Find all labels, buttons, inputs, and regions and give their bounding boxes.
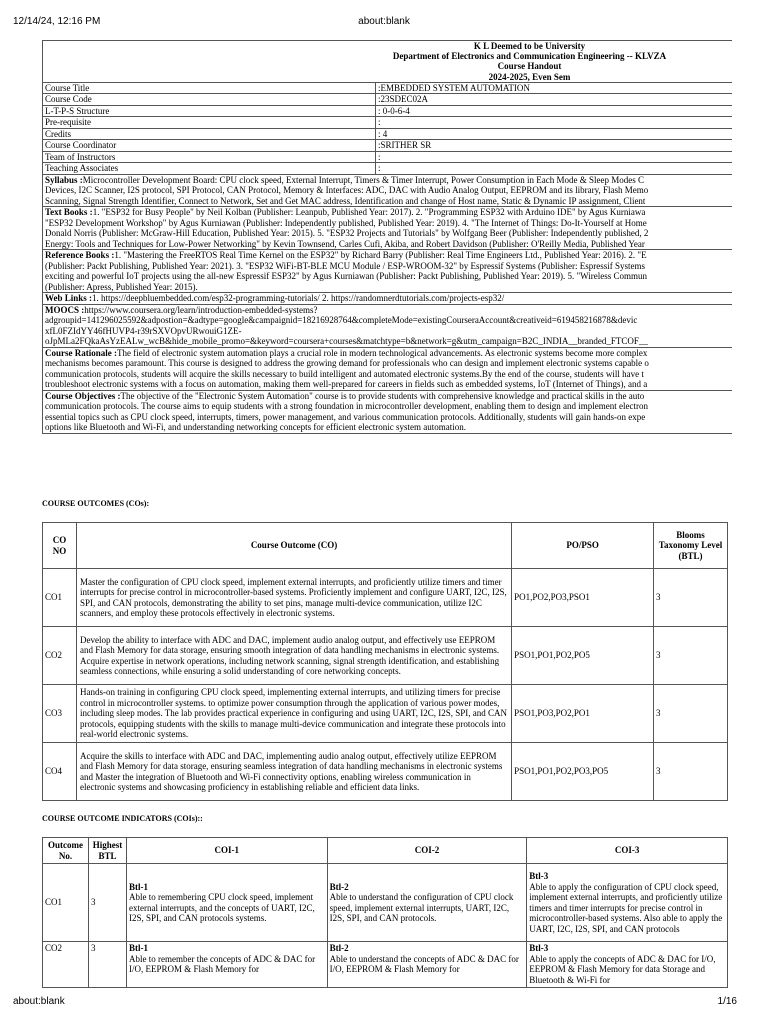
co-number: CO3: [43, 685, 77, 743]
coi-text: Able to apply the configuration of CPU clock speed, implement external interrupts, and proficiently utilize timers and timer interrupts for precise control in microcontroller-based systems. Also able to apply the UART, I2C, I2S, SPI, and CAN protocols: [529, 881, 723, 934]
reference-books-section: [43, 250, 733, 293]
university-name: K L Deemed to be University: [473, 41, 586, 51]
info-value: :: [376, 151, 733, 163]
co-btl: 3: [654, 627, 728, 685]
co-po-header: PO/PSO: [512, 523, 654, 569]
info-row-credits: [43, 128, 733, 140]
co-section-title: COURSE OUTCOMES (COs):: [42, 499, 150, 508]
info-value: :: [376, 117, 733, 129]
objectives-line: communication protocols. The course aims to equip students with a strong foundation in microcontroller development, enabling them to design and implement electron: [45, 401, 648, 412]
refbooks-line: exciting and powerful IoT projects using the all-new Espressif ESP32" by Agus Kurniawan (Publisher: Packt Publishing, Published Year: 2019). 5. "Wireless Commun: [45, 271, 648, 282]
info-label: Course Code: [43, 94, 376, 106]
moocs-link[interactable]: oJpMLa2FQkaAsYzEALw_wcB&hide_mobile_promo=&keyword=coursera+courses&matchtype=b&network=g&utm_campaign=B2C_INDIA__branded_FTCOF__: [45, 336, 648, 347]
info-row-course-title: [43, 82, 733, 94]
coi1-cell: [126, 942, 327, 988]
info-value: :23SDEC02A: [376, 94, 733, 106]
info-label: Team of Instructors: [43, 151, 376, 163]
coi-btl-header: Highest BTL: [88, 838, 126, 864]
coi-level: Btl-3: [529, 871, 549, 881]
info-row-associates: [43, 163, 733, 175]
moocs-link[interactable]: xfL0FZIdYY46fHUVP4-r39rSXVOpvURwouiG1ZE-: [45, 325, 242, 336]
info-label: Course Coordinator: [43, 140, 376, 152]
info-row-instructors: [43, 151, 733, 163]
print-footer: [0, 996, 768, 1010]
co-btl: 3: [654, 685, 728, 743]
rationale-line: communication protocols, students will acquire the skills necessary to build intelligent and automated electronic systems.By the end of the course, students will have t: [45, 368, 644, 379]
rationale-line: The field of electronic system automation plays a crucial role in modern technological advancements. As electronic systems become more complex: [117, 347, 648, 358]
textbooks-line: 1. "ESP32 for Busy People" by Neil Kolban (Publisher: Leanpub, Published Year: 2017). 2. "Programming ESP32 with Arduino IDE" by Agus Kurniawa: [92, 207, 646, 218]
syllabus-section: [43, 174, 733, 207]
table-row: [43, 743, 728, 801]
coi3-cell: [527, 864, 728, 942]
co-po-pso: PSO1,PO1,PO2,PO3,PO5: [512, 743, 654, 801]
web-links-section: [43, 293, 733, 305]
coi3-cell: [527, 942, 728, 988]
co-btl: 3: [654, 743, 728, 801]
coi3-header: COI-3: [527, 838, 728, 864]
objectives-line: The objective of the "Electronic System Automation" course is to provide students with comprehensive knowledge and practical skills in the auto: [120, 390, 645, 401]
co-outcome-header: Course Outcome (CO): [76, 523, 511, 569]
moocs-section: [43, 304, 733, 347]
coi-outcome-number: CO1: [43, 864, 89, 942]
table-row: [43, 864, 728, 942]
rationale-section: [43, 347, 733, 390]
co-number: CO4: [43, 743, 77, 801]
objectives-section: [43, 390, 733, 433]
syllabus-line: Scanning, Signal Strength Identifier, Connect to Network, Set and Get MAC address, Identification and change of Host name, Static & Dynamic IP assignment, Client: [45, 195, 646, 206]
coi-text: Able to remember the concepts of ADC & DAC for I/O, EEPROM & Flash Memory for: [128, 953, 316, 974]
syllabus-line: Microcontroller Development Board: CPU clock speed, External Interrupt, Timers & Timer Interrupt, Power Consumption in Each Mode & Sleep Modes C: [82, 174, 644, 185]
refbooks-label: Reference Books :: [45, 250, 115, 261]
print-url: about:blank: [13, 996, 65, 1007]
objectives-label: Course Objectives :: [45, 390, 121, 401]
course-outcome-indicators-table: [42, 837, 728, 988]
rationale-label: Course Rationale :: [45, 347, 117, 358]
coi-highest-btl: 3: [88, 942, 126, 988]
academic-session: 2024-2025, Even Sem: [488, 71, 571, 82]
course-info-table: [42, 40, 732, 434]
co-btl: 3: [654, 569, 728, 627]
coi-outcome-number: CO2: [43, 942, 89, 988]
textbooks-section: [43, 207, 733, 250]
info-label: Course Title: [43, 82, 376, 94]
refbooks-line: (Publisher: Packt Publishing, Published Year: 2021). 3. "ESP32 WiFi-BT-BLE MCU Module / ESP-WROOM-32" by Espressif Systems (Publisher: Espressif Systems: [45, 260, 646, 271]
objectives-line: essential topics such as CPU clock speed, interrupts, timers, power management, and various communication protocols. Additionally, students will gain hands-on expe: [45, 411, 646, 422]
moocs-label: MOOCS :: [45, 304, 85, 315]
info-value: :EMBEDDED SYSTEM AUTOMATION: [376, 82, 733, 94]
print-page-number: 1/16: [717, 996, 737, 1007]
info-label: Pre-requisite: [43, 117, 376, 129]
coi-level: Btl-2: [329, 943, 349, 953]
coi2-cell: [327, 942, 527, 988]
moocs-link[interactable]: adgroupid=141296025592&adpostion=&adtype=google&campaignid=18216928764&completeMode=existingCourseraAccount&creativeid=619458216878&devic: [45, 315, 638, 326]
co-outcome-text: Acquire the skills to interface with ADC and DAC, implementing audio analog output, effectively utilize EEPROM and Flash Memory for data storage, ensuring seamless integration of data handling mechanisms in electronic systems and Master the integration of Bluetooth and Wi-Fi connectivity options, enabling wireless communication in electronic systems and showcasing proficiency in establishing reliable and efficient data links.: [76, 743, 511, 801]
weblinks-label: Web Links :: [45, 293, 93, 304]
coi-text: Able to apply the concepts of ADC & DAC for I/O, EEPROM & Flash Memory for data Storage and Bluetooth & Wi-Fi for: [529, 953, 716, 985]
coi-text: Able to understand the configuration of CPU clock speed, implement external interrupts, UART, I2C, I2S, SPI, and CAN protocols.: [329, 892, 514, 923]
handout-info-region: [42, 40, 732, 486]
info-value: :: [376, 163, 733, 175]
info-value: : 0-0-6-4: [376, 105, 733, 117]
coi-section-title: COURSE OUTCOME INDICATORS (COIs)::: [42, 814, 203, 823]
table-row: [43, 569, 728, 627]
co-no-header: CO NO: [43, 523, 77, 569]
co-number: CO2: [43, 627, 77, 685]
table-row: [43, 627, 728, 685]
textbooks-line: Energy: Tools and Techniques for Low-Power Networking" by Kevin Townsend, Carles Cufi, Akiba, and Robert Davidson (Publisher: O'Reilly Media, Published Year: [45, 238, 645, 249]
textbooks-line: "ESP32 Development Workshop" by Agus Kurniawan (Publisher: Independently published, Published Year: 2019). 4. "The Internet of Things: Do-It-Yourself at Home: [45, 217, 647, 228]
co-po-pso: PSO1,PO1,PO2,PO5: [512, 627, 654, 685]
print-title: about:blank: [358, 16, 410, 27]
objectives-line: options like Bluetooth and Wi-Fi, and understanding networking concepts for efficient electronic system automation.: [45, 422, 466, 433]
refbooks-line: (Publisher: Apress, Published Year: 2015).: [45, 281, 198, 292]
department-name: Department of Electronics and Communication Engineering -- KLVZA: [392, 51, 667, 62]
info-label: Teaching Associates: [43, 163, 376, 175]
coi-outcome-header: Outcome No.: [43, 838, 89, 864]
info-row-course-code: [43, 94, 733, 106]
coi-highest-btl: 3: [88, 864, 126, 942]
info-row-coordinator: [43, 140, 733, 152]
coi1-cell: [126, 864, 327, 942]
info-row-prerequisite: [43, 117, 733, 129]
university-header: [43, 41, 733, 83]
refbooks-line: 1. "Mastering the FreeRTOS Real Time Kernel on the ESP32" by Richard Barry (Publisher: Real Time Engineers Ltd., Published Year: 2016). 2. "E: [114, 250, 647, 261]
info-value: :SRITHER SR: [376, 140, 733, 152]
coi2-cell: [327, 864, 527, 942]
co-po-pso: PSO1,PO3,PO2,PO1: [512, 685, 654, 743]
weblinks-line[interactable]: 1. https://deepbluembedded.com/esp32-programming-tutorials/ 2. https://randomnerdtutorials.com/projects-esp32/: [92, 293, 505, 304]
coi1-header: COI-1: [126, 838, 327, 864]
rationale-line: mechanisms becomes paramount. This course is designed to address the growing demand for professionals who can design and implement electronic systems capable o: [45, 358, 649, 369]
coi-text: Able to understand the concepts of ADC & DAC for I/O, EEPROM & Flash Memory for: [329, 953, 519, 974]
table-row: [43, 685, 728, 743]
rationale-line: troubleshoot electronic systems with a focus on automation, making them well-prepared for careers in fields such as embedded systems, IoT (Internet of Things), and a: [45, 379, 648, 390]
coi-level: Btl-3: [529, 943, 549, 953]
co-number: CO1: [43, 569, 77, 627]
coi-level: Btl-2: [329, 881, 349, 892]
coi-text: Able to remembering CPU clock speed, implement external interrupts, and the concepts of UART, I2C, I2S, SPI, and CAN protocols systems.: [128, 892, 315, 923]
table-row: [43, 942, 728, 988]
document-type: Course Handout: [497, 61, 562, 72]
co-po-pso: PO1,PO2,PO3,PSO1: [512, 569, 654, 627]
textbooks-line: Donald Norris (Publisher: McGraw-Hill Education, Published Year: 2015). 5. "ESP32 Projects and Tutorials" by Wolfgang Beer (Publisher: Independently published, 2: [45, 228, 649, 239]
info-row-ltps: [43, 105, 733, 117]
syllabus-line: Devices, I2C Scanner, I2S protocol, SPI Protocol, CAN Protocol, Memory & Interfaces: ADC, DAC with Audio Analog Output, EEPROM and its library, Flash Memo: [45, 185, 649, 196]
co-outcome-text: Develop the ability to interface with ADC and DAC, implement audio analog output, and effectively use EEPROM and Flash Memory for data storage, ensuring smooth integration of data handling mechanisms in electronic systems. Acquire expertise in network operations, including network scanning, signal strength identification, and establishing seamless connections, while ensuring a solid understanding of core networking concepts.: [76, 627, 511, 685]
course-outcomes-table: [42, 522, 728, 801]
co-outcome-text: Master the configuration of CPU clock speed, implement external interrupts, and proficiently utilize timers and timer interrupts for precise control in microcontroller-based systems. Proficiently implement and configure UART, I2C, I2S, SPI, and CAN protocols, demonstrating the ability to set pins, manage multi-device communication, utilize I2C scanners, and employ these protocols effectively in electronic systems.: [76, 569, 511, 627]
coi-level: Btl-1: [128, 943, 148, 953]
co-btl-header: Blooms Taxonomy Level (BTL): [654, 523, 728, 569]
co-outcome-text: Hands-on training in configuring CPU clock speed, implementing external interrupts, and utilizing timers for precise control in microcontroller systems. to optimize power consumption through the application of various power modes, including sleep modes. The lab provides practical experience in configuring and using UART, I2C, I2S, SPI, and CAN protocols, equipping students with the skills to manage multi-device communication and integrate these protocols into real-world electronic systems.: [76, 685, 511, 743]
info-value: : 4: [376, 128, 733, 140]
coi-level: Btl-1: [128, 881, 148, 892]
print-header: [0, 16, 768, 30]
print-datetime: 12/14/24, 12:16 PM: [13, 16, 101, 27]
info-label: L-T-P-S Structure: [43, 105, 376, 117]
moocs-link[interactable]: https://www.coursera.org/learn/introduction-embedded-systems?: [84, 304, 318, 315]
coi2-header: COI-2: [327, 838, 527, 864]
textbooks-label: Text Books :: [45, 207, 93, 218]
syllabus-label: Syllabus :: [45, 174, 83, 185]
info-label: Credits: [43, 128, 376, 140]
